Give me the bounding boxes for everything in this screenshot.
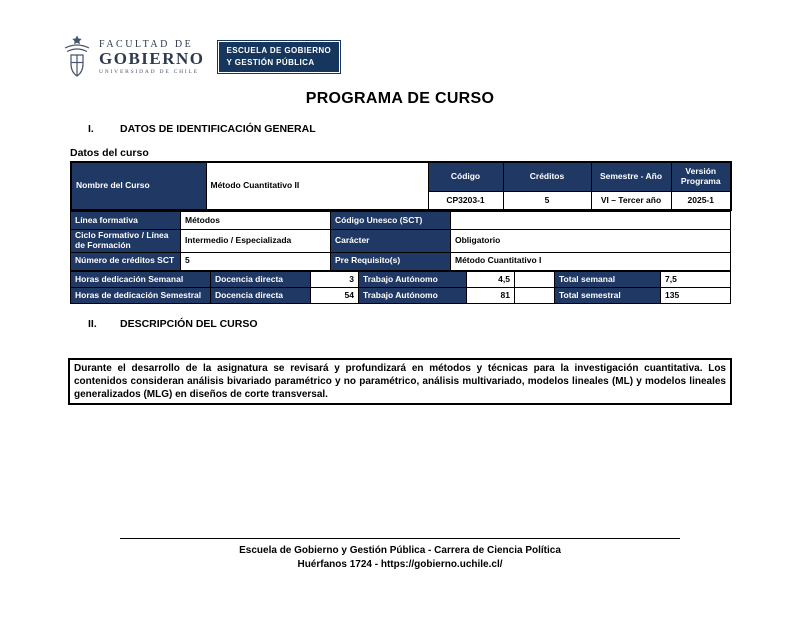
semester-teaching-label-cell: Docencia directa xyxy=(211,288,311,304)
semester-spacer-cell xyxy=(515,288,555,304)
weekly-total-label-cell: Total semanal xyxy=(555,272,661,288)
prerequisite-label-cell: Pre Requisito(s) xyxy=(331,252,451,270)
weekly-total-value-cell: 7,5 xyxy=(661,272,731,288)
school-badge xyxy=(217,40,342,74)
character-label-cell: Carácter xyxy=(331,230,451,253)
course-description: Durante el desarrollo de la asignatura se revisará y profundizará en métodos y técnicas para la investigación cuantitativa. Los contenidos consideran análisis bivariado paramétrico y no paramétrico, análisis multivariado, modelos lineales (ML) y modelos lineales generalizados (MLG) en diseños de corte transversal. xyxy=(68,358,732,405)
section-1-number: I. xyxy=(88,123,94,135)
character-value-cell: Obligatorio xyxy=(451,230,731,253)
prerequisite-value-cell: Método Cuantitativo I xyxy=(451,252,731,270)
course-credits-header-cell: Créditos xyxy=(503,162,591,192)
weekly-autonomous-label-cell: Trabajo Autónomo xyxy=(359,272,467,288)
faculty-name-line2: GOBIERNO xyxy=(99,48,205,68)
semester-total-value-cell: 135 xyxy=(661,288,731,304)
course-code-value-cell: CP3203-1 xyxy=(428,192,503,211)
course-semester-header-cell: Semestre - Año xyxy=(591,162,671,192)
faculty-name-line1: FACULTAD DE xyxy=(99,38,194,50)
section-1-title: DATOS DE IDENTIFICACIÓN GENERAL xyxy=(120,123,316,135)
school-badge-line1: ESCUELA DE GOBIERNO xyxy=(226,46,332,55)
university-name: UNIVERSIDAD DE CHILE xyxy=(99,69,199,76)
school-badge-line2: Y GESTIÓN PÚBLICA xyxy=(226,58,315,67)
document-header xyxy=(62,34,341,80)
semester-hours-label-cell: Horas de dedicación Semestral xyxy=(71,288,211,304)
cycle-label-cell: Ciclo Formativo / Línea de Formación xyxy=(71,230,181,253)
university-logo-text xyxy=(99,39,205,76)
sct-credits-value-cell: 5 xyxy=(181,252,331,270)
sct-credits-label-cell: Número de créditos SCT xyxy=(71,252,181,270)
course-data-label: Datos del curso xyxy=(70,147,149,159)
footer-address-line: Huérfanos 1724 - https://gobierno.uchile.cl/ xyxy=(297,559,503,570)
course-credits-value-cell: 5 xyxy=(503,192,591,211)
semester-autonomous-value-cell: 81 xyxy=(467,288,515,304)
course-version-header-cell: Versión Programa xyxy=(671,162,731,192)
semester-teaching-value-cell: 54 xyxy=(311,288,359,304)
formative-line-label-cell: Línea formativa xyxy=(71,212,181,230)
course-code-header-cell: Código xyxy=(428,162,503,192)
weekly-teaching-label-cell: Docencia directa xyxy=(211,272,311,288)
cycle-value-cell: Intermedio / Especializada xyxy=(181,230,331,253)
course-name-label-cell: Nombre del Curso xyxy=(71,162,206,210)
section-1-heading xyxy=(88,123,316,135)
page-title: PROGRAMA DE CURSO xyxy=(305,90,495,107)
hours-table xyxy=(70,271,731,304)
section-2-heading xyxy=(88,318,258,330)
course-semester-value-cell: VI – Tercer año xyxy=(591,192,671,211)
unesco-code-value-cell xyxy=(451,212,731,230)
semester-autonomous-label-cell: Trabajo Autónomo xyxy=(359,288,467,304)
course-table xyxy=(70,161,732,211)
weekly-autonomous-value-cell: 4,5 xyxy=(467,272,515,288)
formative-line-value-cell: Métodos xyxy=(181,212,331,230)
university-crest-icon xyxy=(62,34,92,80)
weekly-spacer-cell xyxy=(515,272,555,288)
weekly-teaching-value-cell: 3 xyxy=(311,272,359,288)
unesco-code-label-cell: Código Unesco (SCT) xyxy=(331,212,451,230)
section-2-title: DESCRIPCIÓN DEL CURSO xyxy=(120,318,258,330)
university-logo xyxy=(62,34,205,80)
document-footer xyxy=(120,538,680,572)
section-2-number: II. xyxy=(88,318,97,330)
course-version-value-cell: 2025-1 xyxy=(671,192,731,211)
footer-school-line: Escuela de Gobierno y Gestión Pública - Carrera de Ciencia Política xyxy=(239,545,561,556)
course-info-table xyxy=(70,211,731,271)
semester-total-label-cell: Total semestral xyxy=(555,288,661,304)
course-name-value-cell: Método Cuantitativo II xyxy=(206,162,428,210)
weekly-hours-label-cell: Horas dedicación Semanal xyxy=(71,272,211,288)
